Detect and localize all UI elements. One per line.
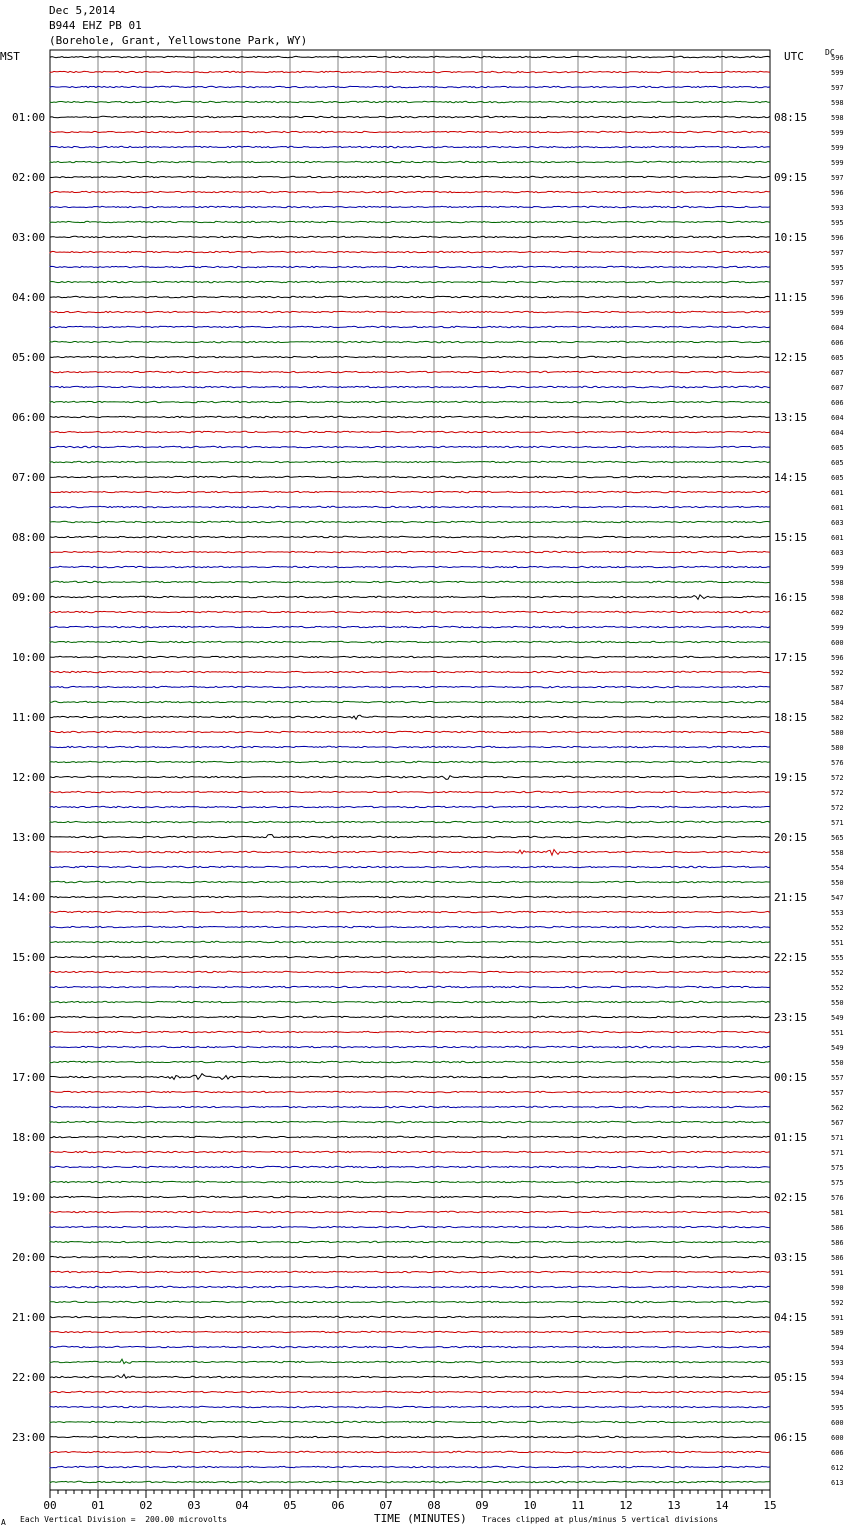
station-location: (Borehole, Grant, Yellowstone Park, WY) bbox=[49, 34, 308, 47]
left-hour-label: 23:00 bbox=[12, 1431, 46, 1444]
dc-offset-label: 592 bbox=[831, 669, 844, 677]
dc-offset-label: 576 bbox=[831, 1194, 844, 1202]
corner-mark: A bbox=[1, 1518, 6, 1527]
trace-line bbox=[50, 1241, 770, 1242]
trace-line bbox=[50, 611, 770, 612]
dc-offset-label: 606 bbox=[831, 1449, 844, 1457]
dc-offset-label: 597 bbox=[831, 84, 844, 92]
right-hour-label: 11:15 bbox=[774, 291, 808, 304]
dc-offset-label: 576 bbox=[831, 759, 844, 767]
x-tick-label: 05 bbox=[283, 1499, 297, 1512]
right-hour-label: 01:15 bbox=[774, 1131, 808, 1144]
scale-note: Each Vertical Division = 200.00 microvolts bbox=[20, 1515, 228, 1524]
trace-line bbox=[50, 1406, 770, 1407]
x-tick-label: 12 bbox=[619, 1499, 633, 1512]
left-hour-label: 09:00 bbox=[12, 591, 46, 604]
dc-offset-label: 572 bbox=[831, 804, 844, 812]
dc-offset-label: 595 bbox=[831, 264, 844, 272]
dc-offset-label: 554 bbox=[831, 864, 844, 872]
trace-line bbox=[50, 311, 770, 312]
trace-line bbox=[50, 266, 770, 267]
x-tick-label: 09 bbox=[475, 1499, 489, 1512]
trace-line bbox=[50, 1374, 770, 1378]
dc-offset-label: 575 bbox=[831, 1164, 844, 1172]
dc-offset-label: 594 bbox=[831, 1374, 844, 1382]
x-tick-label: 04 bbox=[235, 1499, 249, 1512]
left-hour-label: 17:00 bbox=[12, 1071, 46, 1084]
dc-offset-label: 580 bbox=[831, 729, 844, 737]
dc-offset-label: 565 bbox=[831, 834, 844, 842]
trace-line bbox=[50, 131, 770, 132]
dc-offset-label: 552 bbox=[831, 924, 844, 932]
trace-line bbox=[50, 1391, 770, 1392]
x-tick-label: 02 bbox=[139, 1499, 153, 1512]
trace-line bbox=[50, 1331, 770, 1332]
dc-offset-label: 599 bbox=[831, 564, 844, 572]
dc-offset-label: 598 bbox=[831, 579, 844, 587]
trace-line bbox=[50, 491, 770, 492]
dc-offset-label: 547 bbox=[831, 894, 844, 902]
trace-line bbox=[50, 926, 770, 927]
trace-line bbox=[50, 356, 770, 357]
right-hour-label: 08:15 bbox=[774, 111, 808, 124]
x-tick-label: 03 bbox=[187, 1499, 201, 1512]
x-tick-label: 11 bbox=[571, 1499, 585, 1512]
trace-line bbox=[50, 1316, 770, 1317]
trace-line bbox=[50, 1136, 770, 1137]
x-tick-label: 07 bbox=[379, 1499, 393, 1512]
trace-line bbox=[50, 850, 770, 856]
x-tick-label: 10 bbox=[523, 1499, 537, 1512]
trace-line bbox=[50, 971, 770, 972]
dc-offset-label: 552 bbox=[831, 969, 844, 977]
trace-line bbox=[50, 626, 770, 627]
trace-line bbox=[50, 956, 770, 957]
trace-line bbox=[50, 866, 770, 867]
dc-offset-label: 598 bbox=[831, 114, 844, 122]
dc-offset-label: 582 bbox=[831, 714, 844, 722]
right-hour-label: 21:15 bbox=[774, 891, 808, 904]
trace-line bbox=[50, 941, 770, 942]
trace-line bbox=[50, 1359, 770, 1363]
clip-note: Traces clipped at plus/minus 5 vertical divisions bbox=[482, 1515, 719, 1524]
right-hour-label: 12:15 bbox=[774, 351, 808, 364]
dc-offset-label: 558 bbox=[831, 849, 844, 857]
dc-offset-label: 555 bbox=[831, 954, 844, 962]
right-hour-label: 04:15 bbox=[774, 1311, 808, 1324]
left-timezone-label: MST bbox=[0, 50, 20, 63]
trace-line bbox=[50, 371, 770, 372]
right-hour-label: 02:15 bbox=[774, 1191, 808, 1204]
trace-line bbox=[50, 1016, 770, 1017]
right-hour-label: 13:15 bbox=[774, 411, 808, 424]
left-hour-label: 03:00 bbox=[12, 231, 46, 244]
trace-line bbox=[50, 86, 770, 87]
dc-offset-label: 553 bbox=[831, 909, 844, 917]
dc-offset-label: 571 bbox=[831, 1134, 844, 1142]
left-hour-label: 14:00 bbox=[12, 891, 46, 904]
trace-line bbox=[50, 1271, 770, 1272]
dc-offset-label: 552 bbox=[831, 984, 844, 992]
trace-line bbox=[50, 296, 770, 297]
dc-offset-label: 599 bbox=[831, 129, 844, 137]
trace-line bbox=[50, 281, 770, 282]
dc-offset-label: 600 bbox=[831, 1434, 844, 1442]
trace-line bbox=[50, 1106, 770, 1107]
trace-line bbox=[50, 656, 770, 657]
trace-line bbox=[50, 1466, 770, 1467]
left-hour-label: 08:00 bbox=[12, 531, 46, 544]
trace-line bbox=[50, 566, 770, 567]
dc-offset-label: 581 bbox=[831, 1209, 844, 1217]
x-tick-label: 15 bbox=[763, 1499, 777, 1512]
trace-line bbox=[50, 1121, 770, 1122]
x-tick-label: 14 bbox=[715, 1499, 729, 1512]
trace-line bbox=[50, 476, 770, 477]
trace-line bbox=[50, 536, 770, 537]
trace-line bbox=[50, 1001, 770, 1002]
trace-line bbox=[50, 1301, 770, 1302]
trace-line bbox=[50, 1256, 770, 1257]
trace-line bbox=[50, 161, 770, 162]
dc-offset-label: 597 bbox=[831, 279, 844, 287]
trace-line bbox=[50, 595, 770, 600]
dc-offset-label: 605 bbox=[831, 354, 844, 362]
left-hour-label: 02:00 bbox=[12, 171, 46, 184]
dc-offset-label: 589 bbox=[831, 1329, 844, 1337]
dc-offset-label: 601 bbox=[831, 489, 844, 497]
dc-offset-label: 557 bbox=[831, 1074, 844, 1082]
x-tick-label: 00 bbox=[43, 1499, 57, 1512]
trace-line bbox=[50, 731, 770, 732]
trace-line bbox=[50, 715, 770, 719]
trace-line bbox=[50, 1046, 770, 1047]
right-hour-label: 18:15 bbox=[774, 711, 808, 724]
trace-line bbox=[50, 581, 770, 582]
dc-offset-label: 599 bbox=[831, 624, 844, 632]
dc-offset-label: 603 bbox=[831, 519, 844, 527]
trace-line bbox=[50, 1166, 770, 1167]
trace-line bbox=[50, 551, 770, 552]
dc-offset-label: 594 bbox=[831, 1344, 844, 1352]
dc-offset-label: 604 bbox=[831, 324, 844, 332]
plot-date: Dec 5,2014 bbox=[49, 4, 116, 17]
trace-line bbox=[50, 101, 770, 102]
left-hour-label: 16:00 bbox=[12, 1011, 46, 1024]
dc-offset-label: 557 bbox=[831, 1089, 844, 1097]
trace-line bbox=[50, 776, 770, 780]
dc-offset-label: 551 bbox=[831, 939, 844, 947]
x-tick-label: 06 bbox=[331, 1499, 345, 1512]
trace-line bbox=[50, 671, 770, 672]
right-hour-label: 23:15 bbox=[774, 1011, 808, 1024]
dc-offset-label: 580 bbox=[831, 744, 844, 752]
dc-offset-label: 584 bbox=[831, 699, 844, 707]
dc-offset-label: 605 bbox=[831, 474, 844, 482]
trace-line bbox=[50, 1346, 770, 1347]
dc-offset-label: 596 bbox=[831, 654, 844, 662]
right-hour-label: 05:15 bbox=[774, 1371, 808, 1384]
dc-offset-label: 598 bbox=[831, 594, 844, 602]
dc-offset-label: 567 bbox=[831, 1119, 844, 1127]
trace-line bbox=[50, 1421, 770, 1422]
left-hour-label: 07:00 bbox=[12, 471, 46, 484]
right-hour-label: 17:15 bbox=[774, 651, 808, 664]
dc-offset-label: 606 bbox=[831, 399, 844, 407]
dc-offset-label: 571 bbox=[831, 1149, 844, 1157]
right-hour-label: 10:15 bbox=[774, 231, 808, 244]
dc-offset-label: 551 bbox=[831, 1029, 844, 1037]
dc-offset-label: 600 bbox=[831, 639, 844, 647]
dc-offset-label: 593 bbox=[831, 1359, 844, 1367]
dc-offset-label: 597 bbox=[831, 174, 844, 182]
station-code: B944 EHZ PB 01 bbox=[49, 19, 142, 32]
left-hour-label: 06:00 bbox=[12, 411, 46, 424]
dc-offset-label: 599 bbox=[831, 159, 844, 167]
dc-offset-label: 605 bbox=[831, 444, 844, 452]
dc-offset-label: 612 bbox=[831, 1464, 844, 1472]
right-hour-label: 06:15 bbox=[774, 1431, 808, 1444]
dc-offset-label: 602 bbox=[831, 609, 844, 617]
dc-offset-label: 599 bbox=[831, 309, 844, 317]
dc-offset-label: 599 bbox=[831, 144, 844, 152]
trace-line bbox=[50, 416, 770, 417]
dc-offset-label: 587 bbox=[831, 684, 844, 692]
dc-offset-label: 606 bbox=[831, 339, 844, 347]
dc-offset-label: 596 bbox=[831, 294, 844, 302]
dc-offset-label: 586 bbox=[831, 1239, 844, 1247]
dc-offset-label: 597 bbox=[831, 249, 844, 257]
trace-line bbox=[50, 251, 770, 252]
dc-offset-label: 596 bbox=[831, 54, 844, 62]
trace-line bbox=[50, 1481, 770, 1482]
trace-line bbox=[50, 1181, 770, 1182]
dc-offset-label: 550 bbox=[831, 1059, 844, 1067]
trace-line bbox=[50, 1436, 770, 1437]
dc-offset-label: 590 bbox=[831, 1284, 844, 1292]
trace-line bbox=[50, 746, 770, 747]
right-hour-label: 03:15 bbox=[774, 1251, 808, 1264]
x-axis-title: TIME (MINUTES) bbox=[374, 1512, 467, 1525]
dc-offset-label: 586 bbox=[831, 1254, 844, 1262]
left-hour-label: 18:00 bbox=[12, 1131, 46, 1144]
trace-line bbox=[50, 521, 770, 522]
trace-line bbox=[50, 506, 770, 507]
trace-line bbox=[50, 1211, 770, 1212]
dc-offset-label: 593 bbox=[831, 204, 844, 212]
dc-offset-label: 549 bbox=[831, 1044, 844, 1052]
trace-line bbox=[50, 1151, 770, 1152]
trace-line bbox=[50, 896, 770, 897]
right-timezone-label: UTC bbox=[784, 50, 804, 63]
x-tick-label: 08 bbox=[427, 1499, 441, 1512]
dc-offset-label: 596 bbox=[831, 189, 844, 197]
dc-offset-label: 607 bbox=[831, 384, 844, 392]
trace-line bbox=[50, 386, 770, 387]
trace-line bbox=[50, 1451, 770, 1452]
trace-line bbox=[50, 71, 770, 72]
dc-offset-label: 594 bbox=[831, 1389, 844, 1397]
dc-offset-label: 591 bbox=[831, 1269, 844, 1277]
trace-line bbox=[50, 206, 770, 207]
dc-offset-label: 607 bbox=[831, 369, 844, 377]
dc-offset-label: 600 bbox=[831, 1419, 844, 1427]
trace-line bbox=[50, 821, 770, 822]
dc-offset-label: 549 bbox=[831, 1014, 844, 1022]
trace-line bbox=[50, 1226, 770, 1227]
x-tick-label: 13 bbox=[667, 1499, 681, 1512]
trace-line bbox=[50, 791, 770, 792]
trace-line bbox=[50, 1286, 770, 1287]
trace-line bbox=[50, 761, 770, 762]
trace-line bbox=[50, 1074, 770, 1080]
trace-line bbox=[50, 1031, 770, 1032]
dc-offset-label: 613 bbox=[831, 1479, 844, 1487]
trace-line bbox=[50, 116, 770, 117]
right-hour-label: 20:15 bbox=[774, 831, 808, 844]
trace-line bbox=[50, 236, 770, 237]
trace-line bbox=[50, 686, 770, 687]
trace-line bbox=[50, 221, 770, 222]
right-hour-label: 16:15 bbox=[774, 591, 808, 604]
trace-line bbox=[50, 1091, 770, 1092]
dc-offset-label: 592 bbox=[831, 1299, 844, 1307]
left-hour-label: 05:00 bbox=[12, 351, 46, 364]
right-hour-label: 09:15 bbox=[774, 171, 808, 184]
trace-line bbox=[50, 56, 770, 57]
right-hour-label: 19:15 bbox=[774, 771, 808, 784]
trace-line bbox=[50, 986, 770, 987]
trace-line bbox=[50, 1196, 770, 1197]
dc-offset-label: 591 bbox=[831, 1314, 844, 1322]
trace-line bbox=[50, 191, 770, 192]
dc-offset-label: 604 bbox=[831, 429, 844, 437]
trace-line bbox=[50, 446, 770, 447]
dc-offset-label: 550 bbox=[831, 999, 844, 1007]
trace-line bbox=[50, 176, 770, 177]
dc-offset-label: 603 bbox=[831, 549, 844, 557]
dc-offset-label: 562 bbox=[831, 1104, 844, 1112]
trace-line bbox=[50, 326, 770, 327]
dc-offset-label: 550 bbox=[831, 879, 844, 887]
right-hour-label: 22:15 bbox=[774, 951, 808, 964]
dc-offset-label: 599 bbox=[831, 69, 844, 77]
dc-offset-label: 601 bbox=[831, 534, 844, 542]
dc-offset-label: 605 bbox=[831, 459, 844, 467]
trace-line bbox=[50, 911, 770, 912]
right-hour-label: 15:15 bbox=[774, 531, 808, 544]
trace-line bbox=[50, 881, 770, 882]
trace-line bbox=[50, 701, 770, 702]
trace-line bbox=[50, 806, 770, 807]
left-hour-label: 13:00 bbox=[12, 831, 46, 844]
x-tick-label: 01 bbox=[91, 1499, 105, 1512]
left-hour-label: 22:00 bbox=[12, 1371, 46, 1384]
dc-offset-label: 598 bbox=[831, 99, 844, 107]
trace-line bbox=[50, 431, 770, 432]
right-hour-label: 00:15 bbox=[774, 1071, 808, 1084]
trace-line bbox=[50, 835, 770, 838]
dc-offset-label: 601 bbox=[831, 504, 844, 512]
right-hour-label: 14:15 bbox=[774, 471, 808, 484]
left-hour-label: 15:00 bbox=[12, 951, 46, 964]
left-hour-label: 04:00 bbox=[12, 291, 46, 304]
dc-offset-label: 596 bbox=[831, 234, 844, 242]
left-hour-label: 11:00 bbox=[12, 711, 46, 724]
left-hour-label: 19:00 bbox=[12, 1191, 46, 1204]
dc-offset-label: 586 bbox=[831, 1224, 844, 1232]
dc-offset-label: 575 bbox=[831, 1179, 844, 1187]
trace-line bbox=[50, 401, 770, 402]
left-hour-label: 01:00 bbox=[12, 111, 46, 124]
left-hour-label: 12:00 bbox=[12, 771, 46, 784]
dc-offset-label: 595 bbox=[831, 219, 844, 227]
trace-line bbox=[50, 641, 770, 642]
trace-line bbox=[50, 1061, 770, 1062]
dc-offset-header: DC bbox=[825, 48, 835, 57]
dc-offset-label: 572 bbox=[831, 774, 844, 782]
trace-line bbox=[50, 146, 770, 147]
dc-offset-label: 595 bbox=[831, 1404, 844, 1412]
left-hour-label: 20:00 bbox=[12, 1251, 46, 1264]
dc-offset-label: 604 bbox=[831, 414, 844, 422]
left-hour-label: 10:00 bbox=[12, 651, 46, 664]
trace-line bbox=[50, 461, 770, 462]
trace-line bbox=[50, 341, 770, 342]
dc-offset-label: 572 bbox=[831, 789, 844, 797]
left-hour-label: 21:00 bbox=[12, 1311, 46, 1324]
dc-offset-label: 571 bbox=[831, 819, 844, 827]
